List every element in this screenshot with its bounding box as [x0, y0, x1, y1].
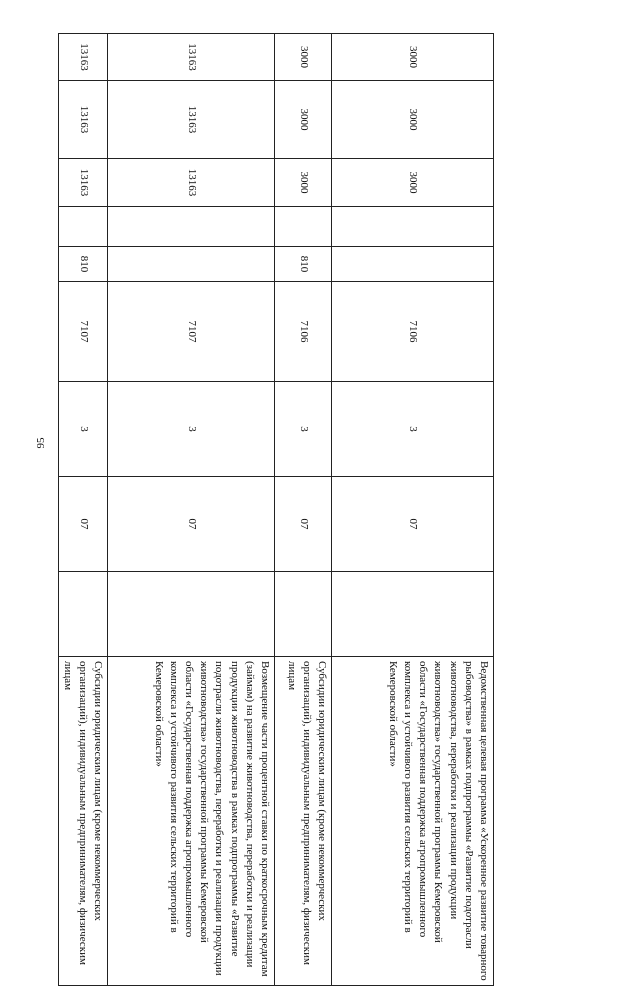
amount-2-cell: 3000 [332, 81, 494, 159]
expense-type-cell [108, 247, 275, 282]
empty-cell [59, 207, 108, 247]
section-cell: 07 [332, 477, 494, 572]
amount-1-cell: 13163 [59, 159, 108, 207]
target-cell: 7107 [108, 282, 275, 382]
amount-3-cell: 3000 [275, 34, 332, 81]
amount-2-cell: 13163 [108, 81, 275, 159]
description-cell: Ведомственная целевая программа «Ускоренное развитие товарного рыбоводства» в рамках подпрограммы «Развитие подотрасли животноводства, переработки и реализации продукции животноводства» государственной программы Кемеровской области «Государственная поддержка агропромышленного комплекса и устойчивого развития сельских территорий в Кемеровской области» [332, 657, 494, 986]
section-cell: 07 [108, 477, 275, 572]
amount-3-cell: 3000 [332, 34, 494, 81]
target-cell: 7106 [332, 282, 494, 382]
subsection-cell: 3 [332, 382, 494, 477]
amount-3-cell: 13163 [59, 34, 108, 81]
empty-cell [108, 572, 275, 657]
amount-2-cell: 3000 [275, 81, 332, 159]
expense-type-cell [332, 247, 494, 282]
budget-table [58, 33, 494, 986]
table-row [108, 34, 275, 986]
description-cell: Субсидии юридическим лицам (кроме некоммерческих организаций), индивидуальным предпринимателям, физическим лицам [275, 657, 332, 986]
table-row [59, 34, 108, 986]
amount-1-cell: 3000 [332, 159, 494, 207]
amount-1-cell: 13163 [108, 159, 275, 207]
table-row [275, 34, 332, 986]
empty-cell [108, 207, 275, 247]
empty-cell [275, 207, 332, 247]
expense-type-cell: 810 [59, 247, 108, 282]
description-cell: Субсидии юридическим лицам (кроме некоммерческих организаций), индивидуальным предпринимателям, физическим лицам [59, 657, 108, 986]
subsection-cell: 3 [275, 382, 332, 477]
target-cell: 7107 [59, 282, 108, 382]
page-number: 95 [35, 437, 47, 449]
target-cell: 7106 [275, 282, 332, 382]
empty-cell [275, 572, 332, 657]
empty-cell [332, 207, 494, 247]
subsection-cell: 3 [108, 382, 275, 477]
expense-type-cell: 810 [275, 247, 332, 282]
rotated-table-wrapper [60, 33, 494, 981]
section-cell: 07 [59, 477, 108, 572]
description-cell: Возмещение части процентной ставки по краткосрочным кредитам (займам) на развитие животноводства, переработки и реализации продукции животноводства в рамках подпрограммы «Развитие подотрасли животноводства, переработки и реализации продукции животноводства» государственной программы Кемеровской области «Государственная поддержка агропромышленного комплекса и устойчивого развития сельских территорий в Кемеровской области» [108, 657, 275, 986]
section-cell: 07 [275, 477, 332, 572]
amount-3-cell: 13163 [108, 34, 275, 81]
amount-1-cell: 3000 [275, 159, 332, 207]
empty-cell [59, 572, 108, 657]
subsection-cell: 3 [59, 382, 108, 477]
table-row [332, 34, 494, 986]
budget-table-frame [60, 33, 494, 981]
amount-2-cell: 13163 [59, 81, 108, 159]
empty-cell [332, 572, 494, 657]
